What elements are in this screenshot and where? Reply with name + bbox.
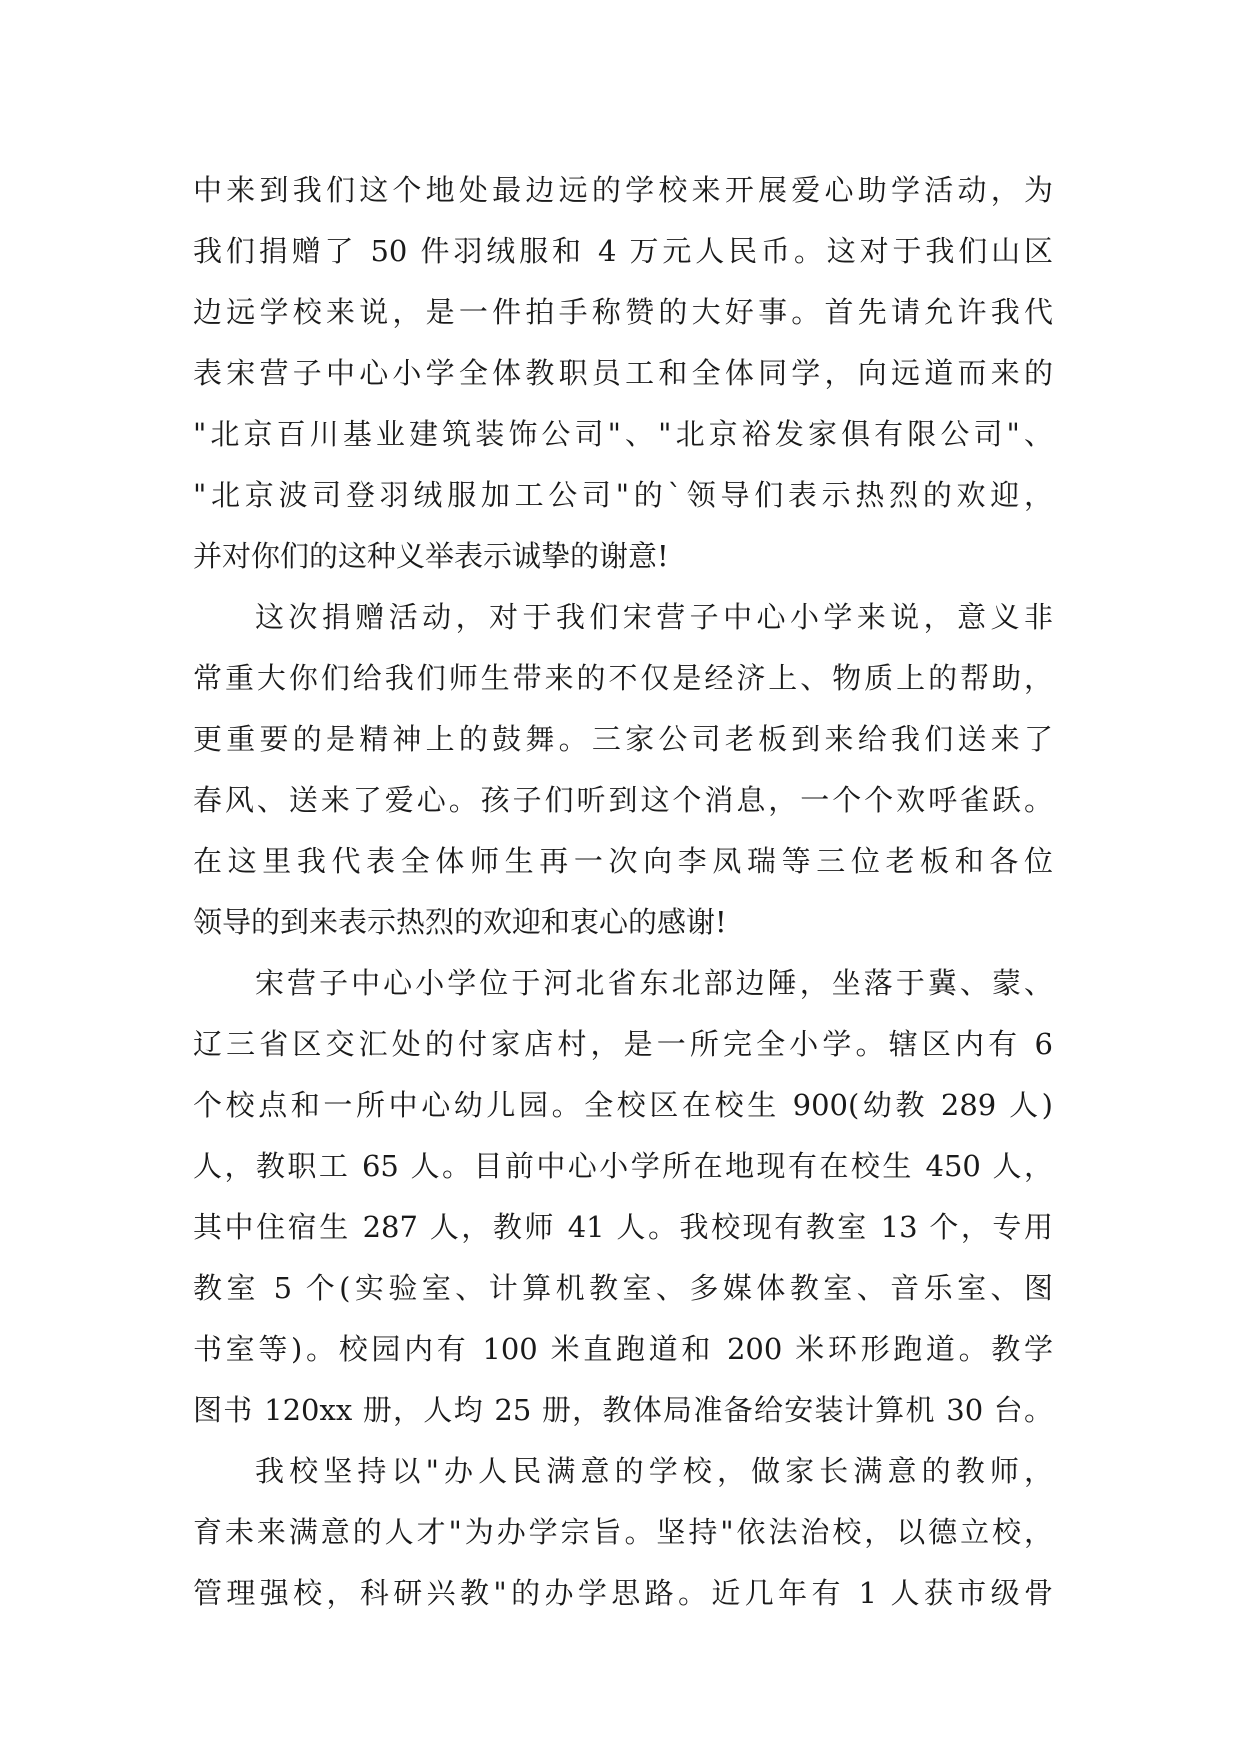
text-line: 领导的到来表示热烈的欢迎和衷心的感谢!	[193, 905, 727, 939]
text-line: 边远学校来说，是一件拍手称赞的大好事。首先请允许我代	[193, 295, 1053, 329]
text-line: 我校坚持以"办人民满意的学校，做家长满意的教师，	[255, 1454, 1053, 1488]
text-line: 育未来满意的人才"为办学宗旨。坚持"依法治校，以德立校，	[193, 1515, 1053, 1549]
text-line: 并对你们的这种义举表示诚挚的谢意!	[193, 539, 669, 573]
text-line: 书室等)。校园内有 100 米直跑道和 200 米环形跑道。教学	[193, 1332, 1053, 1366]
document-body	[193, 160, 1053, 1624]
text-line: "北京波司登羽绒服加工公司"的`领导们表示热烈的欢迎，	[193, 478, 1053, 512]
text-line: 中来到我们这个地处最边远的学校来开展爱心助学活动，为	[193, 173, 1053, 207]
text-line: 人，教职工 65 人。目前中心小学所在地现有在校生 450 人，	[193, 1149, 1053, 1183]
text-line: 宋营子中心小学位于河北省东北部边陲，坐落于冀、蒙、	[255, 966, 1053, 1000]
text-line: 更重要的是精神上的鼓舞。三家公司老板到来给我们送来了	[193, 722, 1053, 756]
text-line: "北京百川基业建筑装饰公司"、"北京裕发家俱有限公司"、	[193, 417, 1053, 451]
text-line: 教室 5 个(实验室、计算机教室、多媒体教室、音乐室、图	[193, 1271, 1053, 1305]
text-line: 春风、送来了爱心。孩子们听到这个消息，一个个欢呼雀跃。	[193, 783, 1053, 817]
text-line: 管理强校，科研兴教"的办学思路。近几年有 1 人获市级骨	[193, 1576, 1053, 1610]
text-line: 表宋营子中心小学全体教职员工和全体同学，向远道而来的	[193, 356, 1053, 390]
text-line: 常重大你们给我们师生带来的不仅是经济上、物质上的帮助，	[193, 661, 1053, 695]
text-line: 这次捐赠活动，对于我们宋营子中心小学来说，意义非	[255, 600, 1053, 634]
text-line: 个校点和一所中心幼儿园。全校区在校生 900(幼教 289 人)	[193, 1088, 1053, 1122]
text-line: 图书 120xx 册，人均 25 册，教体局准备给安装计算机 30 台。	[193, 1393, 1053, 1427]
text-line: 在这里我代表全体师生再一次向李凤瑞等三位老板和各位	[193, 844, 1053, 878]
text-line: 我们捐赠了 50 件羽绒服和 4 万元人民币。这对于我们山区	[193, 234, 1053, 268]
text-line: 辽三省区交汇处的付家店村，是一所完全小学。辖区内有 6	[193, 1027, 1053, 1061]
text-line: 其中住宿生 287 人，教师 41 人。我校现有教室 13 个，专用	[193, 1210, 1053, 1244]
